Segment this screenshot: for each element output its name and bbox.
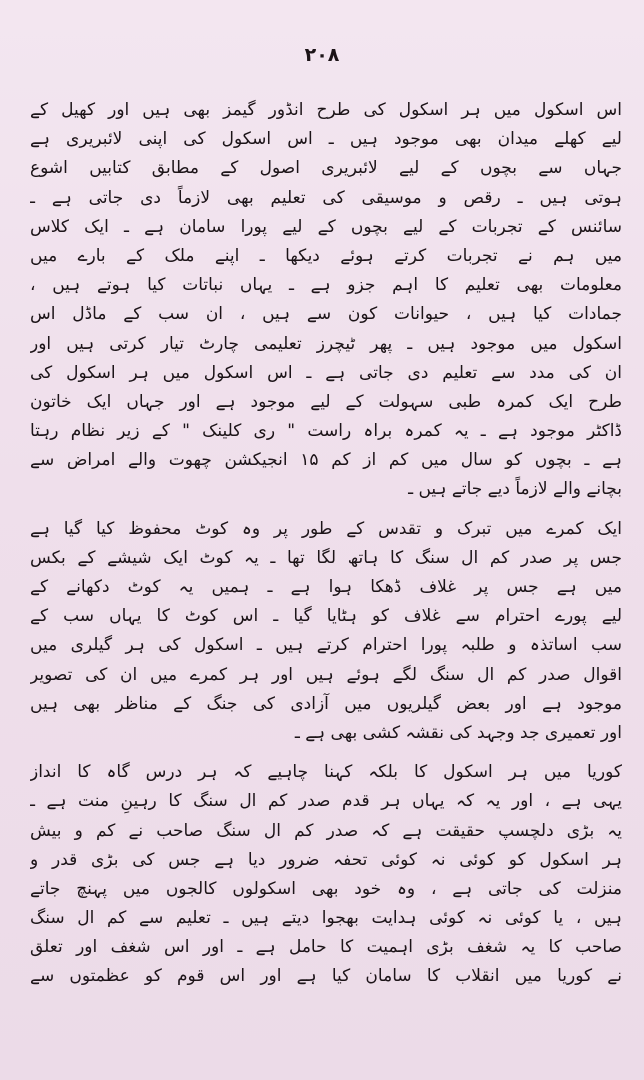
text-line: نے کوریا میں انقلاب کا سامان کیا ہے اور اس قوم کو عظمتوں سے xyxy=(30,966,622,987)
body-text xyxy=(30,96,622,1002)
text-line: سب اساتذہ و طلبہ پورا احترام کرتے ہیں ـ اسکول کی ہر گیلری میں xyxy=(30,635,622,656)
text-line: میں ہم نے تجربات کرتے ہوئے دیکھا ـ اپنے ملک کے بارے میں xyxy=(30,245,622,266)
text-line: جمادات کیا ہیں ، حیوانات کون سے ہیں ، ان سب کے ماڈل اس xyxy=(30,304,622,325)
text-line: کوریا میں ہر اسکول کا بلکہ کہنا چاہیے کہ ہر درس گاہ کا انداز xyxy=(30,762,622,783)
text-line: جہاں سے بچوں کے لیے لائبریری اصول کے مطابق کتابیں اشوع xyxy=(30,158,622,179)
text-line: ہر اسکول کو کوئی نہ کوئی تحفہ ضرور دیا ہے جس کی بڑی قدر و xyxy=(30,849,622,870)
text-line: منزلت کی جاتی ہے ، وہ خود بھی اسکولوں کالجوں میں پہنچ جاتے xyxy=(30,878,622,899)
text-line: ڈاکٹر موجود ہے ـ یہ کمرہ براہ راست " ری کلینک " کے زیر نظام رہتا xyxy=(30,421,622,442)
paragraph-2 xyxy=(30,515,622,749)
text-line: ان کی مدد سے تعلیم دی جاتی ہے ـ اس اسکول میں ہر اسکول کی xyxy=(30,362,622,383)
text-line: میں ہے جس پر غلاف ڈھکا ہوا ہے ـ ہمیں یہ کوٹ دکھانے کے xyxy=(30,577,622,597)
paragraph-3 xyxy=(30,758,622,992)
page-number: ۲۰۸ xyxy=(304,44,340,66)
text-line: ایک کمرے میں تبرک و تقدس کے طور پر وہ کوٹ محفوظ کیا گیا ہے xyxy=(30,518,622,539)
text-line: بچانے والے لازماً دیے جاتے ہیں ـ xyxy=(408,479,622,500)
text-line: اسکول میں موجود ہیں ـ پھر ٹیچرز تعلیمی چارٹ تیار کرتی ہیں اور xyxy=(30,333,622,354)
text-line: موجود ہے اور بعض گیلریوں میں آزادی کی جنگ کے مناظر بھی ہیں xyxy=(30,693,622,714)
text-line: صاحب کا یہ شغف بڑی اہمیت کا حامل ہے ـ اور اس شغف اور تعلق xyxy=(30,937,622,958)
text-line: ہوتی ہیں ـ رقص و موسیقی کی تعلیم بھی لازماً دی جاتی ہے ـ xyxy=(30,187,622,208)
text-line: طرح ایک کمرہ طبی سہولت کے لیے موجود ہے اور جہاں ایک خاتون xyxy=(30,391,622,412)
text-line: معلومات بھی تعلیم کا اہم جزو ہے ـ یہاں نباتات کیا ہوتے ہیں ، xyxy=(30,275,622,296)
text-line: جس پر صدر کم ال سنگ کا ہاتھ لگا تھا ـ یہ کوٹ ایک شیشے کے بکس xyxy=(30,547,622,568)
text-line: یہ بڑی دلچسپ حقیقت ہے کہ صدر کم ال سنگ صاحب نے کم و بیش xyxy=(30,820,622,841)
text-line: یہی ہے ، اور یہ کہ یہاں ہر قدم صدر کم ال سنگ کا رہینِ منت ہے ـ xyxy=(30,791,622,812)
text-line: سائنس کے تجربات کے لیے بچوں کے لیے پورا سامان ہے ـ ایک کلاس xyxy=(30,216,622,237)
text-line: ہے ـ بچوں کو سال میں کم از کم ۱۵ انجیکشن چھوت والے امراض سے xyxy=(30,450,622,471)
paragraph-1 xyxy=(30,96,622,505)
text-line: لیے کھلے میدان بھی موجود ہیں ـ اس اسکول کی اپنی لائبریری ہے xyxy=(30,129,622,150)
text-line: اور تعمیری جد وجہد کی نقشہ کشی بھی ہے ـ xyxy=(294,722,622,743)
text-line: اس اسکول میں ہر اسکول کی طرح انڈور گیمز بھی ہیں اور کھیل کے xyxy=(30,100,622,120)
text-line: ہیں ، یا کوئی نہ کوئی ہدایت بھجوا دیتے ہیں ـ تعلیم سے کم ال سنگ xyxy=(30,908,622,929)
text-line: اقوال صدر کم ال سنگ لگے ہوئے ہیں اور ہر کمرے میں ان کی تصویر xyxy=(30,664,622,685)
text-line: لیے پورے احترام سے غلاف کو ہٹایا گیا ـ اس کوٹ کا یہاں سب کے xyxy=(30,606,622,627)
